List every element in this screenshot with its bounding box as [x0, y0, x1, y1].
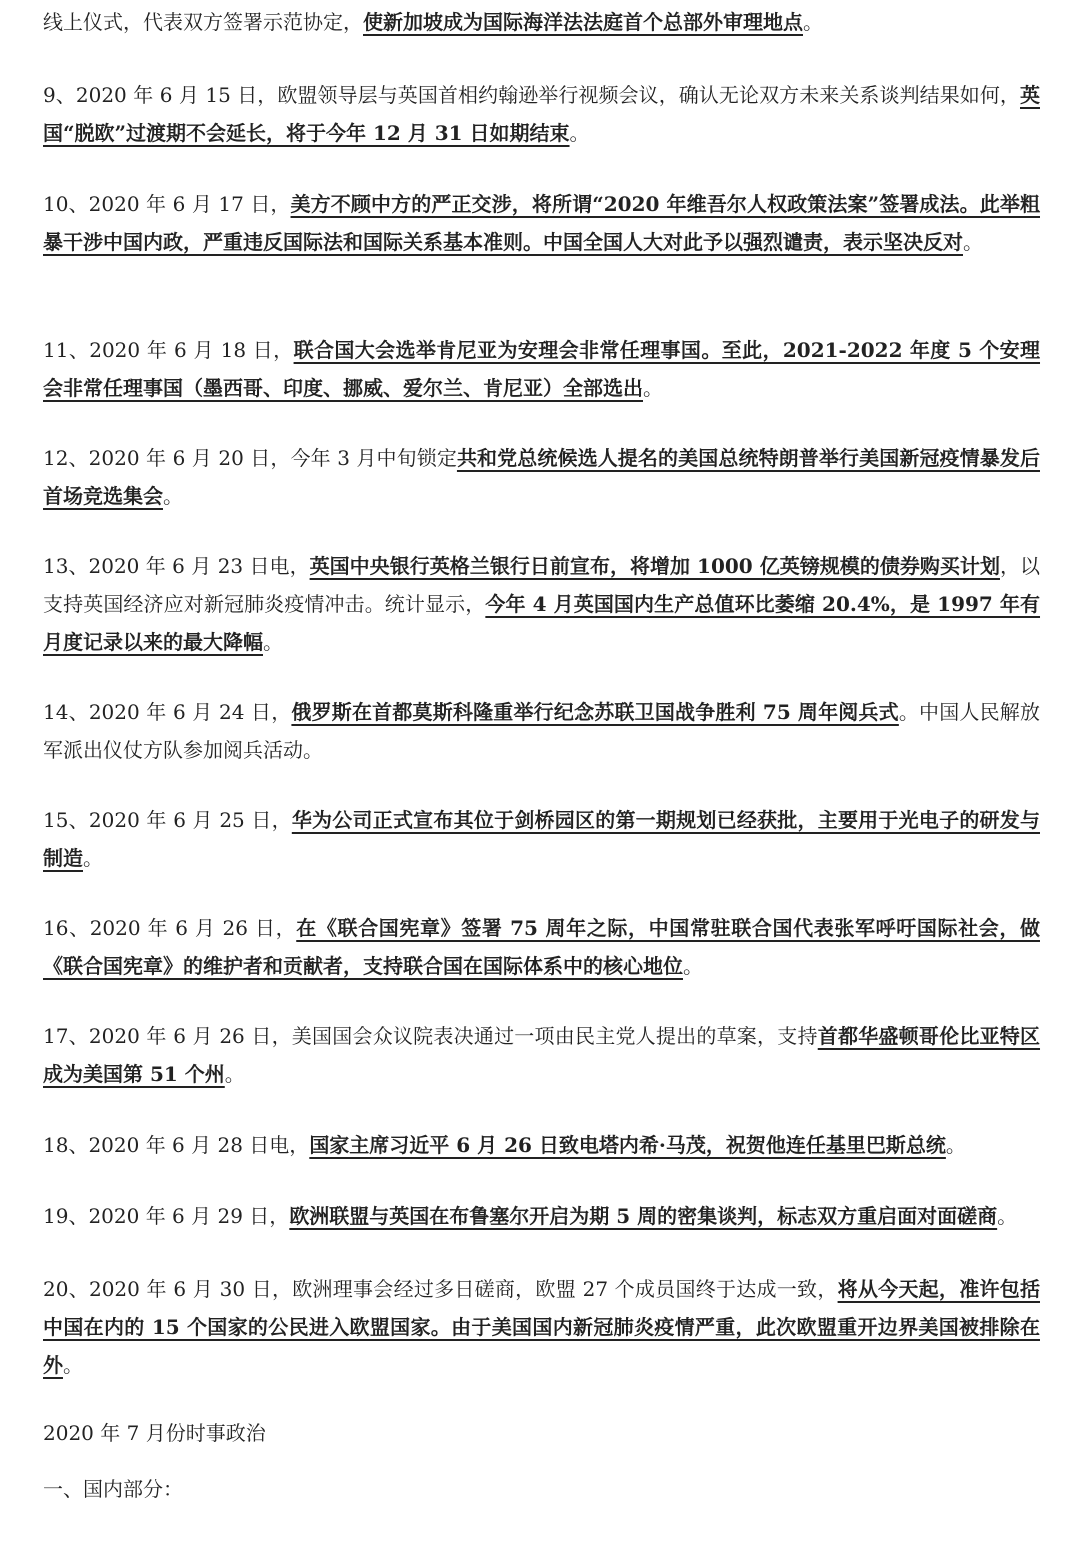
body-text: ，以支持英国经济应对新冠肺炎疫情冲击。统计显示，: [43, 554, 1041, 616]
body-text: 。: [163, 484, 183, 508]
body-text: 。: [945, 1133, 966, 1157]
body-text: 。: [263, 630, 283, 654]
body-text: 。: [997, 1204, 1018, 1228]
news-item-13: [43, 547, 1040, 661]
body-text: 17、2020 年 6 月 26 日，美国国会众议院表决通过一项由民主党人提出的草案，支持: [43, 1024, 818, 1048]
body-text: 。: [224, 1062, 245, 1086]
body-text: 12、2020 年 6 月 20 日，今年 3 月中旬锁定: [43, 446, 457, 470]
highlighted-text: 华为公司正式宣布其位于剑桥园区的第一期规划已经获批，主要用于光电子的研发与制造: [43, 808, 1040, 870]
body-text: 15、2020 年 6 月 25 日，: [43, 808, 292, 832]
body-text: 。: [803, 10, 823, 34]
highlighted-text: 国家主席习近平 6 月 26 日致电塔内希·马茂，祝贺他连任基里巴斯总统: [309, 1133, 946, 1157]
body-text: 18、2020 年 6 月 28 日电，: [43, 1133, 310, 1157]
body-text: 9、2020 年 6 月 15 日，欧盟领导层与英国首相约翰逊举行视频会议，确认无论双方未来关系谈判结果如何，: [43, 83, 1020, 107]
body-text: 20、2020 年 6 月 30 日，欧洲理事会经过多日磋商，欧盟 27 个成员国终于达成一致，: [43, 1277, 838, 1301]
highlighted-text: 英国中央银行英格兰银行日前宣布，将增加 1000 亿英镑规模的债券购买计划: [309, 554, 1000, 578]
body-text: 19、2020 年 6 月 29 日，: [43, 1204, 290, 1228]
body-text: 13、2020 年 6 月 23 日电，: [43, 554, 310, 578]
section-title: 2020 年 7 月份时事政治: [43, 1421, 266, 1445]
highlighted-text: 俄罗斯在首都莫斯科隆重举行纪念苏联卫国战争胜利 75 周年阅兵式: [291, 700, 899, 724]
body-text: 。: [83, 846, 103, 870]
news-item-20: [43, 1270, 1040, 1384]
news-item-12: [43, 439, 1040, 515]
news-item-15: [43, 801, 1040, 877]
news-item-10: [43, 185, 1040, 261]
highlighted-text: 今年 4 月英国国内生产总值环比萎缩 20.4%，是 1997 年有月度记录以来的最大降幅: [43, 592, 1041, 654]
news-item-17: [43, 1017, 1040, 1093]
body-text: 。: [63, 1353, 83, 1377]
body-text: 11、2020 年 6 月 18 日，: [43, 338, 294, 362]
news-item-8-tail: [43, 3, 1040, 41]
news-item-18: [43, 1126, 1040, 1164]
news-item-16: [43, 909, 1040, 985]
subsection-title: 一、国内部分：: [43, 1477, 183, 1501]
body-text: 。: [963, 230, 983, 254]
highlighted-text: 共和党总统候选人提名的美国总统特朗普举行美国新冠疫情暴发后首场竞选集会: [43, 446, 1040, 508]
highlighted-text: 联合国大会选举肯尼亚为安理会非常任理事国。至此，2021-2022 年度 5 个安理会非常任理事国（墨西哥、印度、挪威、爱尔兰、肯尼亚）全部选出: [43, 338, 1041, 400]
highlighted-text: 美方不顾中方的严正交涉，将所谓“2020 年维吾尔人权政策法案”签署成法。此举粗暴干涉中国内政，严重违反国际法和国际关系基本准则。中国全国人大对此予以强烈谴责，表示坚决反对: [43, 192, 1040, 254]
highlighted-text: 首都华盛顿哥伦比亚特区成为美国第 51 个州: [43, 1024, 1041, 1086]
highlighted-text: 英国“脱欧”过渡期不会延长，将于今年 12 月 31 日如期结束: [43, 83, 1040, 145]
news-item-11: [43, 331, 1040, 407]
news-item-9: [43, 76, 1040, 152]
body-text: 10、2020 年 6 月 17 日，: [43, 192, 291, 216]
news-item-14: [43, 693, 1040, 769]
highlighted-text: 欧洲联盟与英国在布鲁塞尔开启为期 5 周的密集谈判，标志双方重启面对面磋商: [289, 1204, 998, 1228]
highlighted-text: 将从今天起，准许包括中国在内的 15 个国家的公民进入欧盟国家。由于美国国内新冠肺炎疫情严重，此次欧盟重开边界美国被排除在外: [43, 1277, 1040, 1377]
body-text: 。: [683, 954, 703, 978]
body-text: 线上仪式，代表双方签署示范协定，: [43, 10, 363, 34]
body-text: 16、2020 年 6 月 26 日，: [43, 916, 297, 940]
news-item-19: [43, 1197, 1040, 1235]
body-text: 。: [643, 376, 663, 400]
body-text: 14、2020 年 6 月 24 日，: [43, 700, 292, 724]
highlighted-text: 在《联合国宪章》签署 75 周年之际，中国常驻联合国代表张军呼吁国际社会，做《联合国宪章》的维护者和贡献者，支持联合国在国际体系中的核心地位: [43, 916, 1040, 978]
highlighted-text: 使新加坡成为国际海洋法法庭首个总部外审理地点: [363, 10, 803, 34]
body-text: 。: [569, 121, 590, 145]
body-text: 。中国人民解放军派出仪仗方队参加阅兵活动。: [43, 700, 1040, 762]
